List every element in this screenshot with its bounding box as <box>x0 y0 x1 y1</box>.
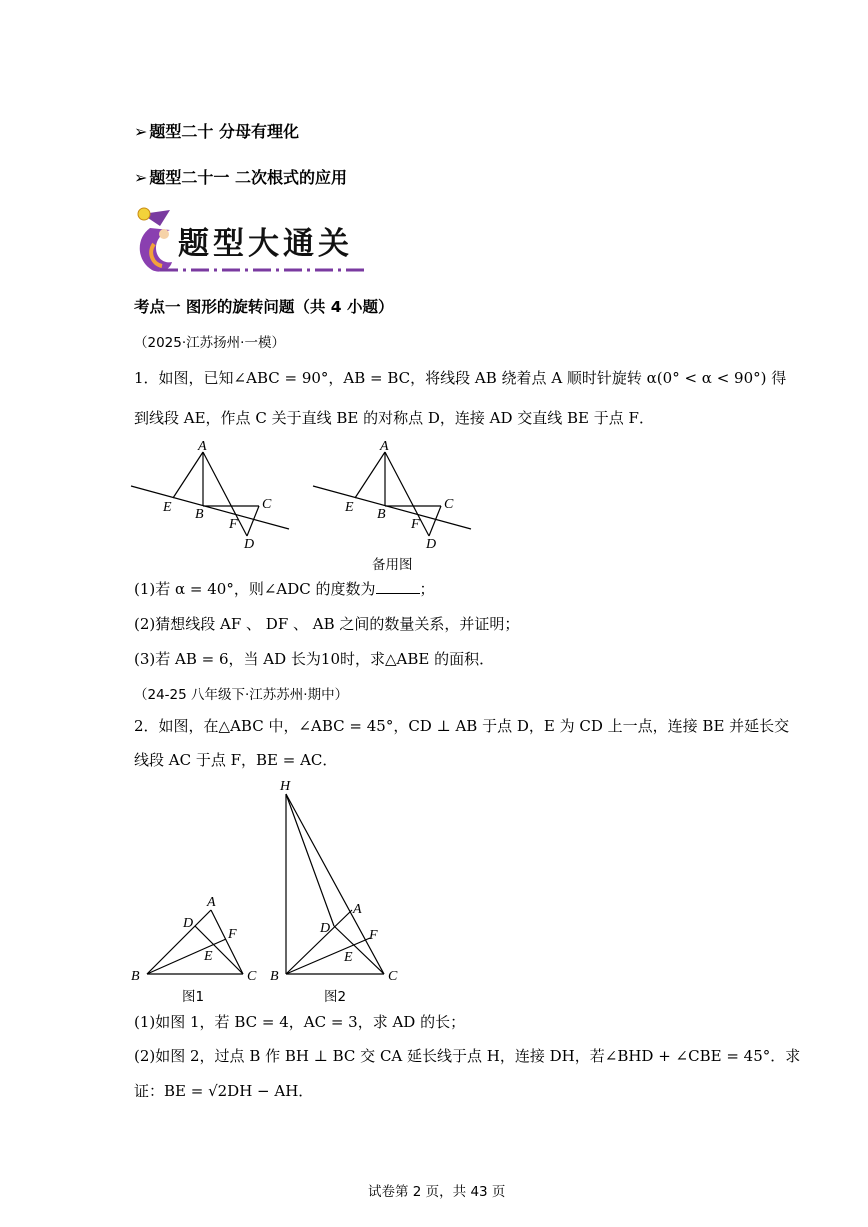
q1b-label-F: F <box>411 517 420 532</box>
banner-title: 题型大通关 <box>178 226 353 262</box>
q1-label-C: C <box>262 497 272 512</box>
q1b-label-A: A <box>380 439 389 454</box>
q1-sub1: (1)若 α = 40°，则∠ADC 的度数为 ； <box>134 580 435 598</box>
toc-item-21: ➢ 题型二十一 二次根式的应用 <box>134 168 347 187</box>
q2-fig1-caption: 图1 <box>182 989 205 1005</box>
q1-figure <box>125 434 295 556</box>
q1b-label-D: D <box>426 537 437 552</box>
q2-stem-line1: 2．如图，在△ABC 中，∠ABC = 45°，CD ⊥ AB 于点 D，E 为 CD 上一点，连接 BE 并延长交 <box>134 717 790 735</box>
q1-backup-caption: 备用图 <box>372 557 413 573</box>
q2f2-label-E: E <box>344 950 353 965</box>
q2f2-label-D: D <box>320 921 331 936</box>
q1-stem-line1: 1．如图，已知∠ABC = 90°，AB = BC，将线段 AB 绕着点 A 顺时针旋转 α(0° < α < 90°) 得 <box>134 369 787 387</box>
wizard-mascot-icon <box>138 208 172 272</box>
q2-sub1: (1)如图 1，若 BC = 4，AC = 3，求 AD 的长； <box>134 1013 466 1031</box>
page-footer: 试卷第 2 页，共 43 页 <box>368 1184 506 1200</box>
section-title: 考点一 图形的旋转问题（共 4 小题） <box>134 298 394 316</box>
q2f2-label-F: F <box>369 928 378 943</box>
q1-source: （2025·江苏扬州·一模） <box>134 335 285 351</box>
q1b-label-E: E <box>345 500 354 515</box>
q2f1-label-E: E <box>204 949 213 964</box>
toc-item-20: ➢ 题型二十 分母有理化 <box>134 122 299 141</box>
banner-graphic <box>130 204 375 276</box>
q1-stem-line2: 到线段 AE，作点 C 关于直线 BE 的对称点 D，连接 AD 交直线 BE 于点 F． <box>134 409 654 427</box>
q1-backup-figure <box>307 434 477 556</box>
q2-figure-1 <box>125 890 270 990</box>
q2f1-label-D: D <box>183 916 194 931</box>
q1b-label-B: B <box>377 507 386 522</box>
q2f1-label-A: A <box>207 895 216 910</box>
banner <box>130 204 375 276</box>
q2f2-label-A: A <box>353 902 362 917</box>
q1-label-A: A <box>198 439 207 454</box>
q2f1-label-B: B <box>131 969 140 984</box>
q2-sub2-line2: 证：BE = √2DH − AH． <box>134 1082 314 1100</box>
q2f2-label-B: B <box>270 969 279 984</box>
q1-label-B: B <box>195 507 204 522</box>
q1-sub3: (3)若 AB = 6，当 AD 长为10时，求△ABE 的面积． <box>134 650 495 668</box>
q2-figure-2 <box>266 772 416 992</box>
q1-sub2: (2)猜想线段 AF 、 DF 、 AB 之间的数量关系，并证明； <box>134 615 520 633</box>
q2f1-label-F: F <box>228 927 237 942</box>
answer-blank <box>376 579 420 594</box>
q1b-label-C: C <box>444 497 454 512</box>
arrow-bullet-icon: ➢ <box>134 122 148 141</box>
q2f2-label-H: H <box>280 779 291 794</box>
q2-sub2-line1: (2)如图 2，过点 B 作 BH ⊥ BC 交 CA 延长线于点 H，连接 DH，若∠BHD + ∠CBE = 45°．求 <box>134 1047 801 1065</box>
q1-label-F: F <box>229 517 238 532</box>
q2f1-label-C: C <box>247 969 257 984</box>
q2f2-label-C: C <box>388 969 398 984</box>
arrow-bullet-icon: ➢ <box>134 168 148 187</box>
q1-label-E: E <box>163 500 172 515</box>
q2-source: （24-25 八年级下·江苏苏州·期中） <box>134 687 349 703</box>
q1-label-D: D <box>244 537 255 552</box>
q2-fig2-caption: 图2 <box>324 989 347 1005</box>
q2-stem-line2: 线段 AC 于点 F，BE = AC． <box>134 751 338 769</box>
